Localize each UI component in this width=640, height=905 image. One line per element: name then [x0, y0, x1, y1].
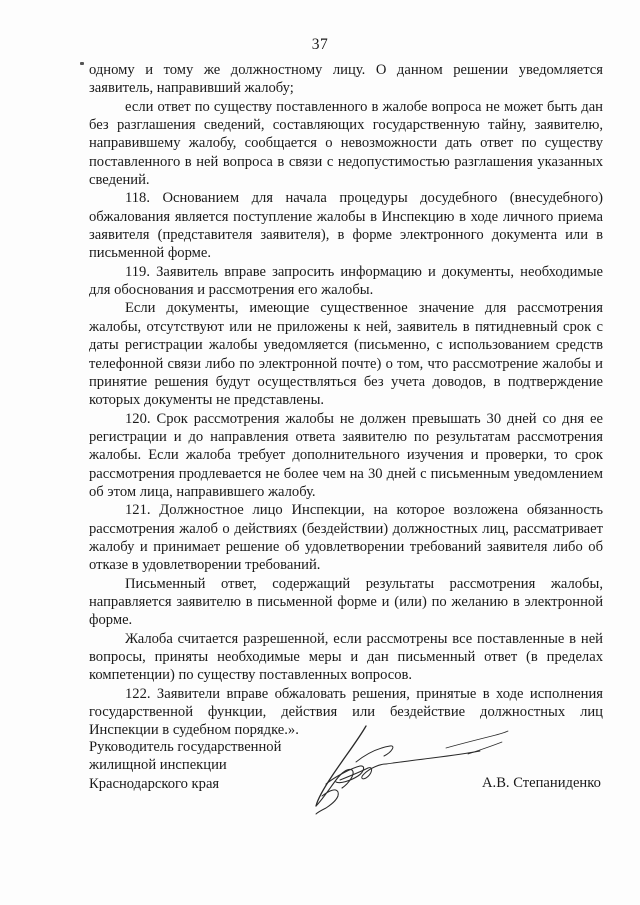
page-number: 37 — [311, 36, 329, 53]
paragraph-119: 119. Заявитель вправе запросить информацию и документы, необходимые для обоснования и рассмотрения его жалобы. — [89, 263, 603, 299]
signatory-position-line: жилищной инспекции — [89, 757, 227, 774]
paragraph-missing-documents: Если документы, имеющие существенное значение для рассмотрения жалобы, отсутствуют или не приложены к ней, заявитель в пятидневный срок с даты регистрации жалобы уведомляется (письменно, с использованием средств телефонной связи либо по электронной почте) о том, что рассмотрение жалобы и принятие решения будут осуществляться без учета доводов, в подтверждение которых документы не представлены. — [89, 300, 603, 409]
paragraph-122: 122. Заявители вправе обжаловать решения, принятые в ходе исполнения государственной функции, действия или бездействие должностных лиц Инспекции в судебном порядке.». — [89, 685, 603, 739]
paragraph-state-secret: если ответ по существу поставленного в жалобе вопроса не может быть дан без разглашения сведений, составляющих государственную тайну, заявителю, направившему жалобу, сообщается о невозможности дать ответ по существу поставленного в ней вопроса в связи с недопустимостью разглашения указанных сведений. — [89, 98, 603, 189]
document-body — [89, 61, 603, 740]
handwritten-signature — [296, 718, 511, 818]
signatory-position-line: Руководитель государственной — [89, 739, 282, 755]
paragraph-written-answer: Письменный ответ, содержащий результаты рассмотрения жалобы, направляется заявителю в письменной форме и (или) по желанию в электронной форме. — [89, 575, 603, 629]
paragraph-120: 120. Срок рассмотрения жалобы не должен превышать 30 дней со дня ее регистрации и до направления ответа заявителю по результатам рассмотрения жалобы. Если жалоба требует дополнительного изучения и проверки, то срок рассмотрения продлевается не более чем на 30 дней с письменным уведомлением об этом лица, направившего жалобу. — [89, 410, 603, 500]
signatory-position — [89, 738, 329, 793]
scan-mark — [80, 62, 84, 65]
paragraph-continuation: одному и тому же должностному лицу. О данном решении уведомляется заявитель, направивший жалобу; — [89, 62, 603, 97]
paragraph-121: 121. Должностное лицо Инспекции, на которое возложена обязанность рассмотрения жалоб о действиях (бездействии) должностных лиц, рассматривает жалобу и принимает решение об удовлетворении требований заявителя либо об отказе в удовлетворении требований. — [89, 502, 603, 574]
paragraph-resolved: Жалоба считается разрешенной, если рассмотрены все поставленные в ней вопросы, приняты необходимые меры и дан письменный ответ (в пределах компетенции) по существу поставленных вопросов. — [89, 630, 603, 684]
signatory-name: А.В. Степаниденко — [482, 775, 601, 791]
signatory-position-line: Краснодарского края — [89, 775, 220, 792]
paragraph-118: 118. Основанием для начала процедуры досудебного (внесудебного) обжалования является поступление жалобы в Инспекцию в ходе личного приема заявителя (представителя заявителя), в форме электронного документа или в письменной форме. — [89, 190, 603, 262]
